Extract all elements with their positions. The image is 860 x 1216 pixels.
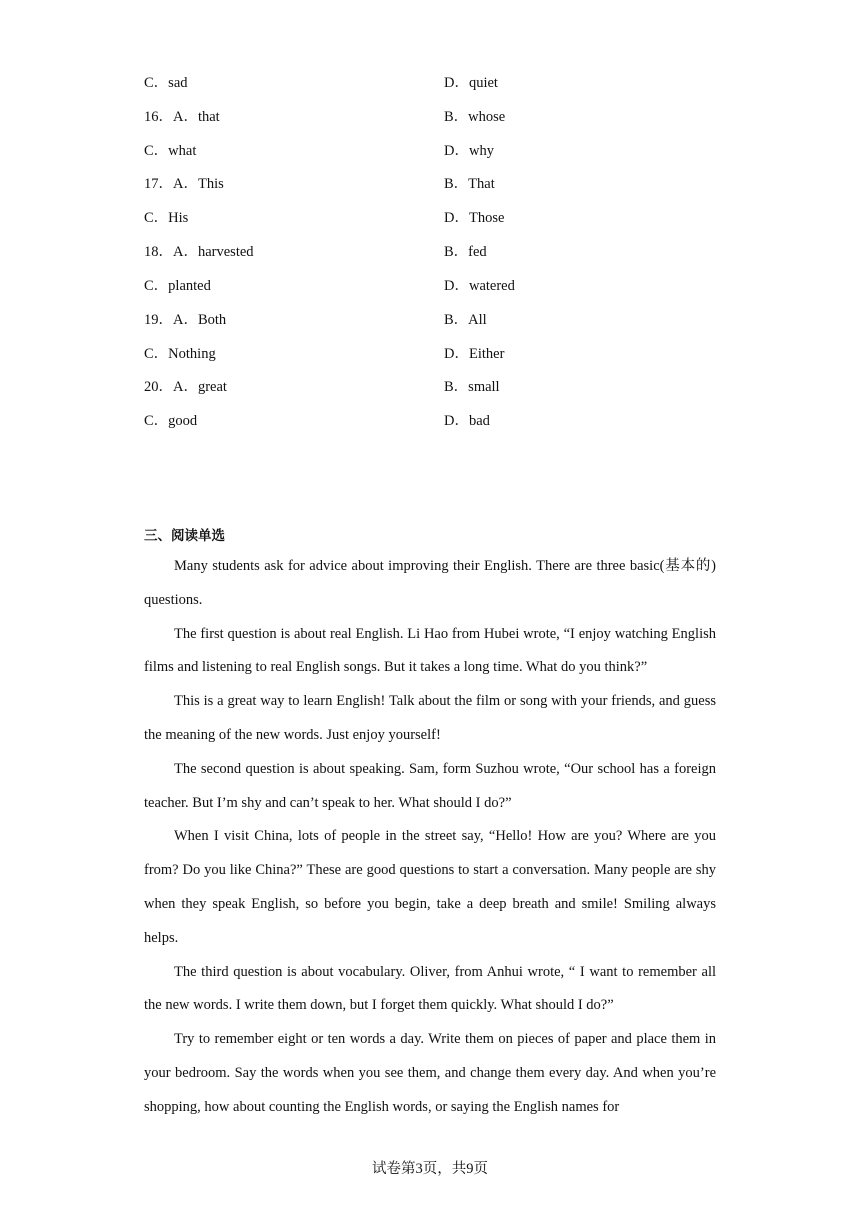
option-b-19: B．All <box>444 312 487 328</box>
option-c-17: C．His <box>144 210 189 226</box>
option-d-18: D．watered <box>444 278 515 294</box>
page-footer: 试卷第3页，共9页 <box>372 1161 488 1177</box>
option-c-16: C．what <box>144 143 197 159</box>
section-title: 三、阅读单选 <box>144 528 225 544</box>
option-d-20: D．bad <box>444 413 490 429</box>
option-d-17: D．Those <box>444 210 505 226</box>
passage-paragraph-7: Try to remember eight or ten words a day. Write them on pieces of paper and place them in your bedroom. Say the words when you see them, and change them every day. And when you’re shopping, how about counting the English words, or saying the English names for <box>144 1031 716 1115</box>
passage-paragraph-3: This is a great way to learn English! Talk about the film or song with your friends, and guess the meaning of the new words. Just enjoy yourself! <box>144 693 716 743</box>
option-d-19: D．Either <box>444 346 505 362</box>
option-a-16: 16．A．that <box>144 109 220 125</box>
passage-paragraph-6: The third question is about vocabulary. Oliver, from Anhui wrote, “ I want to remember all the new words. I write them down, but I forget them quickly. What should I do?” <box>144 963 716 1014</box>
option-a-18: 18．A．harvested <box>144 244 254 260</box>
option-a-20: 20．A．great <box>144 379 227 395</box>
passage-paragraph-4: The second question is about speaking. Sam, form Suzhou wrote, “Our school has a foreign teacher. But I’m shy and can’t speak to her. What should I do?” <box>144 760 716 811</box>
option-c-19: C．Nothing <box>144 346 216 362</box>
option-b-18: B．fed <box>444 244 487 260</box>
option-d-16: D．why <box>444 143 494 159</box>
option-b-17: B．That <box>444 176 495 192</box>
option-b-16: B．whose <box>444 109 506 125</box>
passage-paragraph-5: When I visit China, lots of people in the street say, “Hello! How are you? Where are you from? Do you like China?” These are good questions to start a conversation. Many people are shy when they speak English, so before you begin, take a deep breath and smile! Smiling always helps. <box>144 828 716 946</box>
option-b-20: B．small <box>444 379 500 395</box>
passage-paragraph-2: The first question is about real English. Li Hao from Hubei wrote, “I enjoy watching English films and listening to real English songs. But it takes a long time. What do you think?” <box>144 625 716 676</box>
option-d-15: D．quiet <box>444 75 498 91</box>
option-c-18: C．planted <box>144 278 211 294</box>
option-c-15: C．sad <box>144 75 188 91</box>
option-c-20: C．good <box>144 413 198 429</box>
option-a-17: 17．A．This <box>144 176 224 192</box>
option-a-19: 19．A．Both <box>144 312 227 328</box>
passage-paragraph-1: Many students ask for advice about improving their English. There are three basic(基本的) questions. <box>144 558 716 608</box>
reading-passage <box>144 550 716 1125</box>
